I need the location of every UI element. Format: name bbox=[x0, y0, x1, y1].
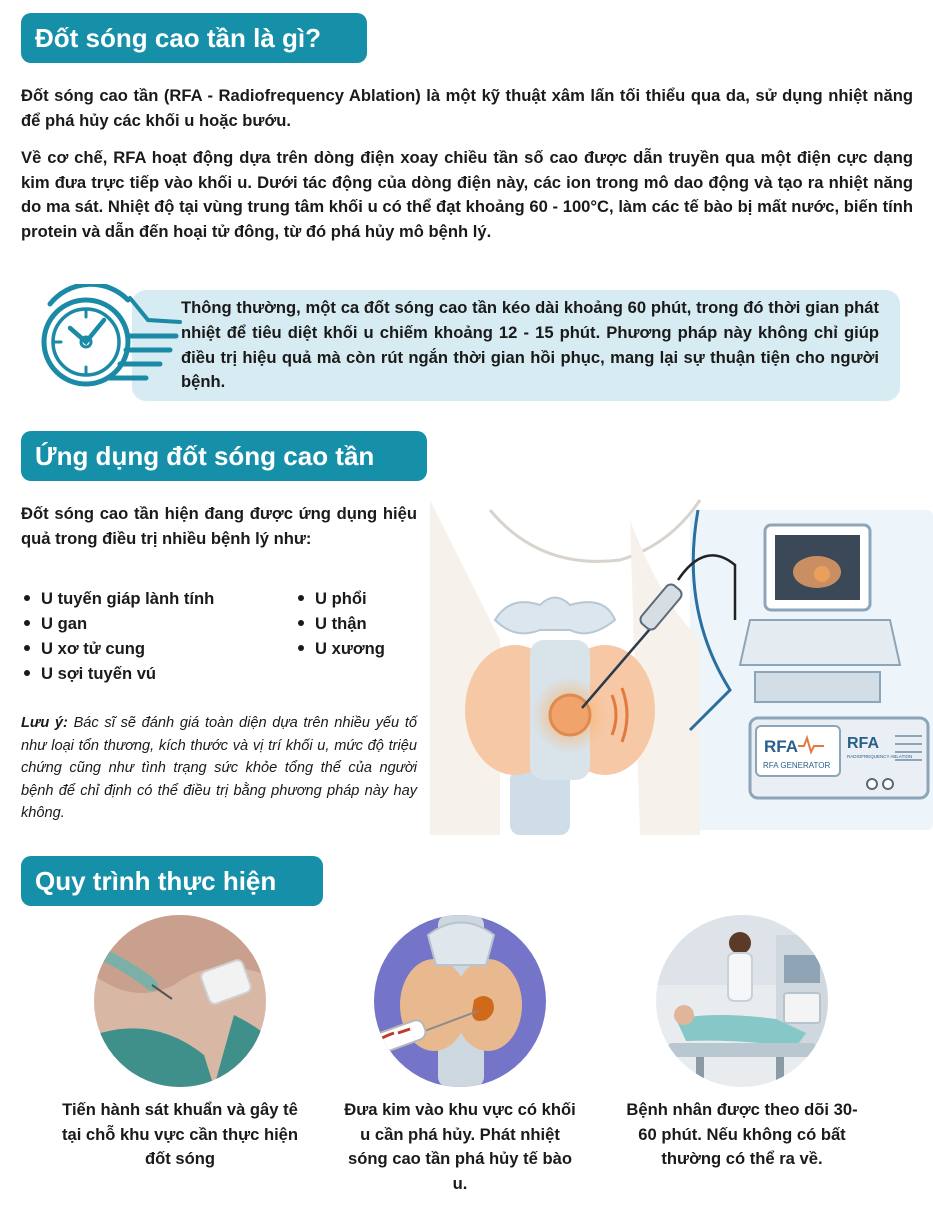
applications-intro: Đốt sóng cao tần hiện đang được ứng dụng hiệu quả trong điều trị nhiều bệnh lý như: bbox=[21, 504, 417, 548]
step-image-disinfection bbox=[94, 915, 266, 1087]
step-caption-2: Đưa kim vào khu vực có khối u cần phá hủy. Phát nhiệt sóng cao tần phá hủy tế bào u. bbox=[344, 1100, 576, 1193]
step-caption-3: Bệnh nhân được theo dõi 30-60 phút. Nếu không có bất thường có thể ra về. bbox=[626, 1100, 858, 1168]
conditions-list-right bbox=[295, 586, 425, 661]
step-image-patient-monitoring bbox=[656, 915, 828, 1087]
duration-note-text: Thông thường, một ca đốt sóng cao tần kéo dài khoảng 60 phút, trong đó thời gian phát nhiệt để tiêu diệt khối u chiếm khoảng 12 - 15 phút. Phương pháp này không chỉ giúp điều trị hiệu quả mà còn rút ngắn thời gian hồi phục, mang lại sự thuận tiện cho người bệnh. bbox=[181, 298, 879, 392]
thyroid-rfa-illustration bbox=[430, 490, 933, 835]
definition-paragraph: Đốt sóng cao tần (RFA - Radiofrequency Ablation) là một kỹ thuật xâm lấn tối thiểu qua da, sử dụng nhiệt năng để phá hủy các khối u hoặc bướu. bbox=[21, 86, 913, 130]
device-label-right: RFA bbox=[847, 735, 879, 752]
caution-label: Lưu ý: bbox=[21, 715, 68, 731]
list-item: U xơ tử cung bbox=[21, 636, 291, 661]
list-item: U sợi tuyến vú bbox=[21, 661, 291, 686]
list-item: U tuyến giáp lành tính bbox=[21, 586, 291, 611]
section-title-applications: Ứng dụng đốt sóng cao tần bbox=[21, 431, 427, 481]
step-caption-1: Tiến hành sát khuẩn và gây tê tại chỗ khu vực cần thực hiện đốt sóng bbox=[61, 1100, 299, 1168]
list-item: U phổi bbox=[295, 586, 425, 611]
section-title-what-is-rfa: Đốt sóng cao tần là gì? bbox=[21, 13, 367, 63]
device-label-sub: RFA GENERATOR bbox=[763, 761, 831, 770]
section-title-procedure: Quy trình thực hiện bbox=[21, 856, 323, 906]
clock-icon bbox=[30, 284, 200, 406]
list-item: U xương bbox=[295, 636, 425, 661]
mechanism-paragraph: Về cơ chế, RFA hoạt động dựa trên dòng điện xoay chiều tần số cao được dẫn truyền qua một điện cực dạng kim đưa trực tiếp vào khối u. Dưới tác động của dòng điện này, các ion trong mô dao động và tạo ra nhiệt năng do ma sát. Nhiệt độ tại vùng trung tâm khối u có thể đạt khoảng 60 - 100°C, làm các tế bào bị mất nước, biến tính protein và dẫn đến hoại tử đông, từ đó phá hủy mô bệnh lý. bbox=[21, 148, 913, 241]
conditions-list-left bbox=[21, 586, 291, 686]
caution-text: Bác sĩ sẽ đánh giá toàn diện dựa trên nhiều yếu tố như loại tổn thương, kích thước và vị trí khối u, mức độ triệu chứng cũng như tình trạng sức khỏe tổng thể của người bệnh để chỉ định có thể điều trị bằng phương pháp này hay không. bbox=[21, 715, 417, 821]
step-image-needle-insertion bbox=[374, 915, 546, 1087]
device-label-right-sub: RADIOFREQUENCY ABLATION bbox=[847, 754, 913, 759]
list-item: U gan bbox=[21, 611, 291, 636]
list-item: U thận bbox=[295, 611, 425, 636]
caution-note bbox=[21, 712, 417, 825]
device-label-main: RFA bbox=[764, 737, 798, 756]
